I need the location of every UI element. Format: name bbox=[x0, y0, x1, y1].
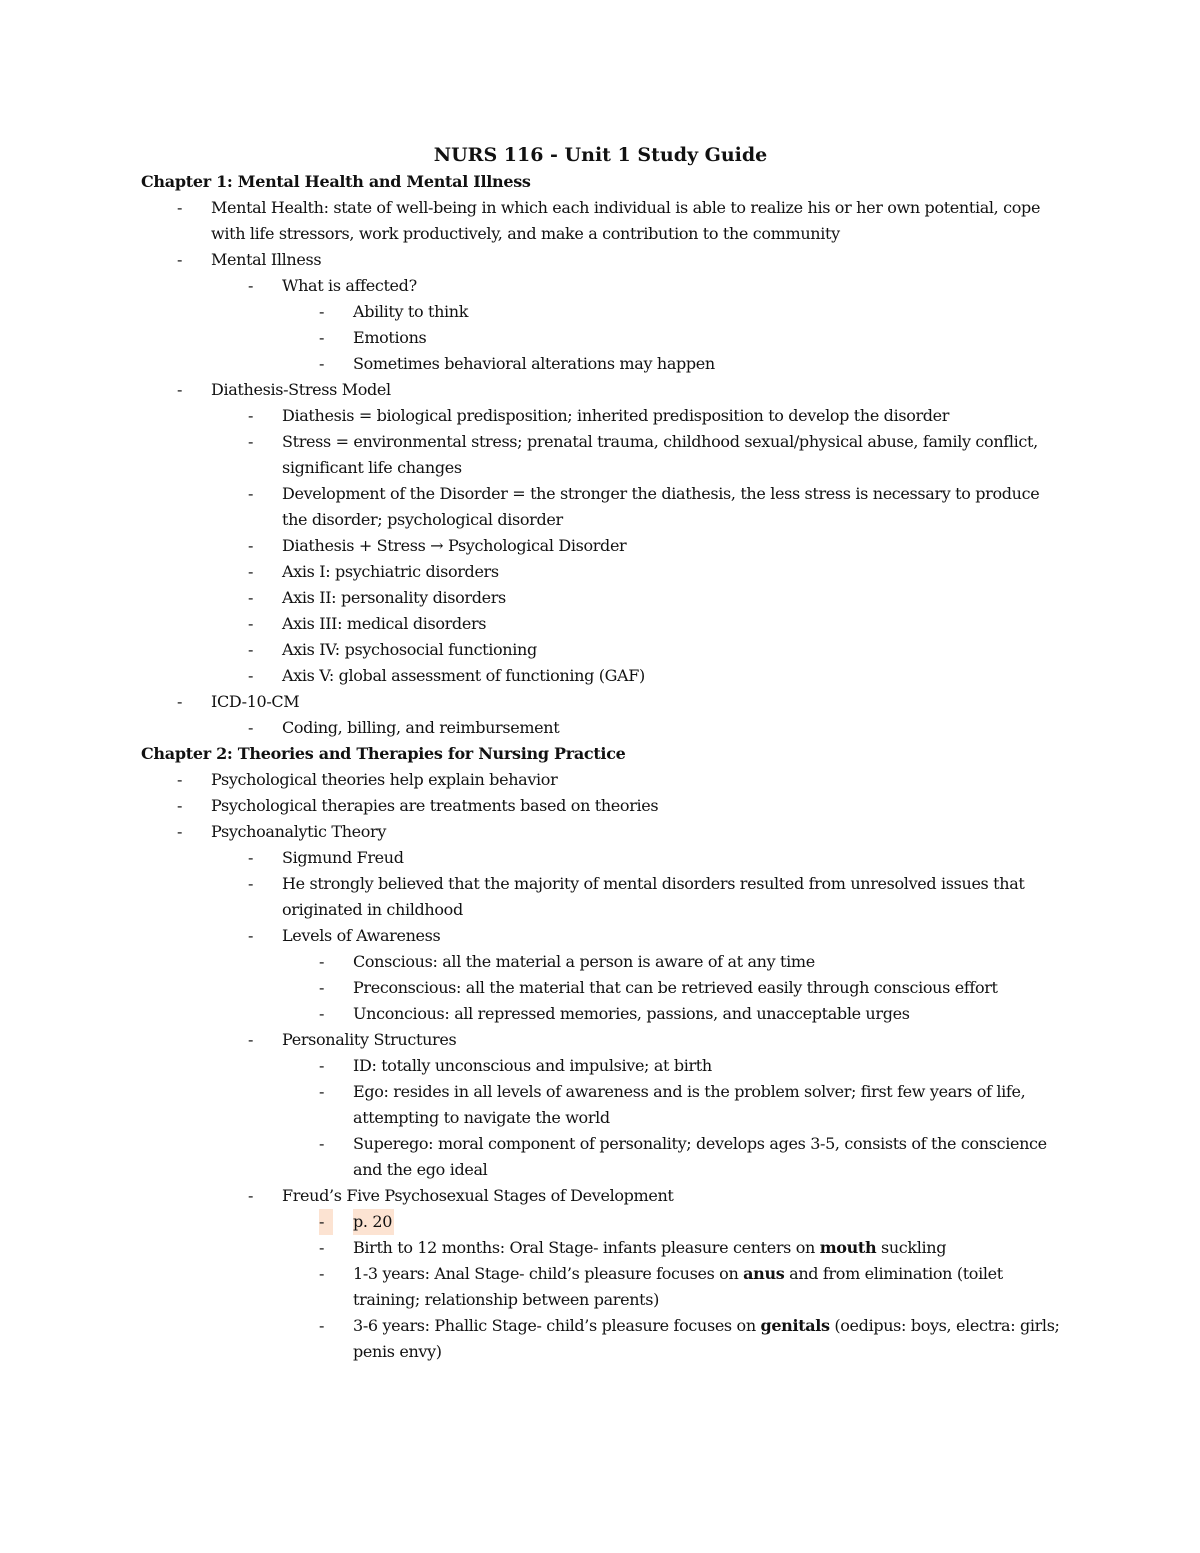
list-item bbox=[141, 1053, 1060, 1079]
chapter-1-heading: Chapter 1: Mental Health and Mental Illness bbox=[141, 172, 531, 191]
list-item bbox=[141, 1079, 1060, 1131]
bullet-dash: - bbox=[248, 1030, 254, 1049]
list-item bbox=[141, 481, 1060, 533]
therapies-item: Psychological therapies are treatments based on theories bbox=[211, 796, 659, 815]
bullet-dash: - bbox=[248, 484, 254, 503]
list-item bbox=[141, 299, 1060, 325]
anal-stage-text: 1-3 years: Anal Stage- child’s pleasure focuses on bbox=[353, 1264, 744, 1283]
affected-item: Emotions bbox=[353, 328, 427, 347]
list-item bbox=[141, 637, 1060, 663]
list-item bbox=[141, 377, 1060, 403]
bullet-dash: - bbox=[177, 770, 183, 789]
phallic-stage-bold: genitals bbox=[760, 1316, 830, 1335]
list-item bbox=[141, 715, 1060, 741]
bullet-dash: - bbox=[248, 276, 254, 295]
affected-item: Sometimes behavioral alterations may happen bbox=[353, 354, 715, 373]
bullet-dash: - bbox=[319, 328, 325, 347]
list-item bbox=[141, 975, 1060, 1001]
diathesis-item: Axis V: global assessment of functioning (GAF) bbox=[282, 666, 645, 685]
bullet-dash: - bbox=[319, 1264, 325, 1283]
list-item bbox=[141, 663, 1060, 689]
bullet-dash: - bbox=[177, 822, 183, 841]
bullet-dash: - bbox=[177, 380, 183, 399]
bullet-dash: - bbox=[248, 536, 254, 555]
list-item bbox=[141, 611, 1060, 637]
list-item bbox=[141, 1027, 1060, 1053]
bullet-dash: - bbox=[248, 432, 254, 451]
bullet-dash: - bbox=[319, 1238, 325, 1257]
bullet-dash: - bbox=[319, 1004, 325, 1023]
icd-label: ICD-10-CM bbox=[211, 692, 300, 711]
oral-stage-text-end: suckling bbox=[876, 1238, 947, 1257]
diathesis-item: Diathesis = biological predisposition; inherited predisposition to develop the disorder bbox=[282, 406, 950, 425]
bullet-dash: - bbox=[248, 848, 254, 867]
awareness-item: Unconcious: all repressed memories, passions, and unacceptable urges bbox=[353, 1004, 910, 1023]
bullet-dash: - bbox=[319, 1316, 325, 1335]
diathesis-model-label: Diathesis-Stress Model bbox=[211, 380, 391, 399]
bullet-dash: - bbox=[177, 796, 183, 815]
bullet-dash: - bbox=[248, 562, 254, 581]
bullet-dash: - bbox=[319, 952, 325, 971]
bullet-dash: - bbox=[319, 1082, 325, 1101]
mental-illness-label: Mental Illness bbox=[211, 250, 322, 269]
list-item bbox=[141, 793, 1060, 819]
list-item bbox=[141, 871, 1060, 923]
psychoanalytic-label: Psychoanalytic Theory bbox=[211, 822, 387, 841]
diathesis-item: Stress = environmental stress; prenatal trauma, childhood sexual/physical abuse, family conflict, significant life changes bbox=[282, 432, 1038, 477]
list-item bbox=[141, 429, 1060, 481]
bullet-dash: - bbox=[319, 1056, 325, 1075]
list-item bbox=[141, 1001, 1060, 1027]
list-item bbox=[141, 1209, 1060, 1235]
bullet-dash: - bbox=[248, 640, 254, 659]
list-item bbox=[141, 689, 1060, 715]
list-item bbox=[141, 1235, 1060, 1261]
list-item bbox=[141, 1183, 1060, 1209]
diathesis-item: Development of the Disorder = the stronger the diathesis, the less stress is necessary to produce the disorder; psychological disorder bbox=[282, 484, 1040, 529]
anal-stage-bold: anus bbox=[743, 1264, 785, 1283]
list-item bbox=[141, 585, 1060, 611]
list-item bbox=[141, 351, 1060, 377]
believed-item: He strongly believed that the majority of mental disorders resulted from unresolved issues that originated in childhood bbox=[282, 874, 1025, 919]
affected-item: Ability to think bbox=[353, 302, 469, 321]
bullet-dash: - bbox=[248, 874, 254, 893]
diathesis-item: Diathesis + Stress → Psychological Disorder bbox=[282, 536, 627, 555]
bullet-dash: - bbox=[248, 718, 254, 737]
bullet-dash: - bbox=[248, 406, 254, 425]
bullet-dash: - bbox=[248, 1186, 254, 1205]
theories-item: Psychological theories help explain behavior bbox=[211, 770, 558, 789]
diathesis-item: Axis IV: psychosocial functioning bbox=[282, 640, 537, 659]
bullet-dash: - bbox=[248, 588, 254, 607]
document-title: NURS 116 - Unit 1 Study Guide bbox=[433, 144, 768, 166]
list-item bbox=[141, 949, 1060, 975]
list-item bbox=[141, 767, 1060, 793]
awareness-item: Preconscious: all the material that can be retrieved easily through conscious effort bbox=[353, 978, 998, 997]
chapter-2-heading: Chapter 2: Theories and Therapies for Nursing Practice bbox=[141, 744, 626, 763]
list-item bbox=[141, 819, 1060, 845]
what-affected-label: What is affected? bbox=[282, 276, 417, 295]
bullet-dash: - bbox=[319, 354, 325, 373]
list-item bbox=[141, 195, 1060, 247]
structure-item: Ego: resides in all levels of awareness and is the problem solver; first few years of life, attempting to navigate the world bbox=[353, 1082, 1026, 1127]
list-item bbox=[141, 845, 1060, 871]
bullet-dash: - bbox=[248, 926, 254, 945]
oral-stage-bold: mouth bbox=[819, 1238, 877, 1257]
stages-label: Freud’s Five Psychosexual Stages of Development bbox=[282, 1186, 674, 1205]
structure-item: Superego: moral component of personality; develops ages 3-5, consists of the conscience and the ego ideal bbox=[353, 1134, 1047, 1179]
bullet-dash: - bbox=[319, 1209, 333, 1235]
bullet-dash: - bbox=[177, 250, 183, 269]
list-item bbox=[141, 403, 1060, 429]
list-item bbox=[141, 533, 1060, 559]
phallic-stage-text-end: (oedipus: boys, electra: girls; penis envy) bbox=[353, 1316, 1060, 1361]
phallic-stage-text: 3-6 years: Phallic Stage- child’s pleasure focuses on bbox=[353, 1316, 761, 1335]
bullet-dash: - bbox=[177, 692, 183, 711]
diathesis-item: Axis III: medical disorders bbox=[282, 614, 487, 633]
structures-label: Personality Structures bbox=[282, 1030, 457, 1049]
bullet-dash: - bbox=[177, 198, 183, 217]
list-item bbox=[141, 247, 1060, 273]
bullet-dash: - bbox=[319, 978, 325, 997]
bullet-dash: - bbox=[319, 1134, 325, 1153]
anal-stage-text-end: and from elimination (toilet training; relationship between parents) bbox=[353, 1264, 1003, 1309]
page-reference: p. 20 bbox=[353, 1209, 394, 1235]
freud-item: Sigmund Freud bbox=[282, 848, 404, 867]
bullet-dash: - bbox=[248, 666, 254, 685]
phallic-stage-item bbox=[353, 1313, 1060, 1365]
icd-item: Coding, billing, and reimbursement bbox=[282, 718, 560, 737]
awareness-item: Conscious: all the material a person is aware of at any time bbox=[353, 952, 815, 971]
bullet-dash: - bbox=[319, 302, 325, 321]
list-item bbox=[141, 1261, 1060, 1313]
oral-stage-item bbox=[353, 1235, 1060, 1261]
mental-health-definition: Mental Health: state of well-being in which each individual is able to realize his or her own potential, cope with life stressors, work productively, and make a contribution to the community bbox=[211, 198, 1041, 243]
anal-stage-item bbox=[353, 1261, 1060, 1313]
list-item bbox=[141, 1313, 1060, 1365]
diathesis-item: Axis II: personality disorders bbox=[282, 588, 506, 607]
list-item bbox=[141, 325, 1060, 351]
bullet-dash: - bbox=[248, 614, 254, 633]
list-item bbox=[141, 559, 1060, 585]
diathesis-item: Axis I: psychiatric disorders bbox=[282, 562, 499, 581]
list-item bbox=[141, 1131, 1060, 1183]
oral-stage-text: Birth to 12 months: Oral Stage- infants pleasure centers on bbox=[353, 1238, 820, 1257]
structure-item: ID: totally unconscious and impulsive; at birth bbox=[353, 1056, 712, 1075]
awareness-label: Levels of Awareness bbox=[282, 926, 441, 945]
list-item bbox=[141, 273, 1060, 299]
list-item bbox=[141, 923, 1060, 949]
